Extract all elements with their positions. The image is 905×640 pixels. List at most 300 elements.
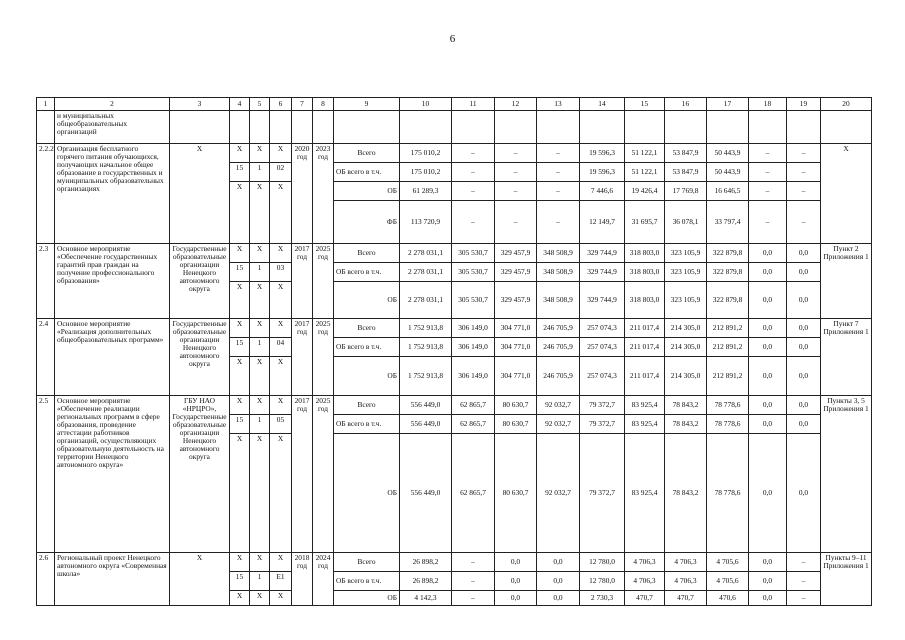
amount-cell: – [537, 201, 580, 244]
amount-cell: 50 443,9 [707, 144, 749, 163]
amount-cell: – [452, 553, 495, 572]
budget-code: Х [270, 591, 292, 606]
header-cell: 13 [537, 98, 580, 111]
table-row [37, 244, 872, 263]
amount-cell: 78 843,2 [665, 434, 707, 553]
amount-cell: 0,0 [749, 415, 787, 434]
funding-source: ОБ всего в т.ч. [334, 263, 400, 282]
amount-cell: 0,0 [749, 591, 787, 606]
end-year: 2025 год [313, 319, 334, 396]
header-cell: 5 [250, 98, 270, 111]
amount-cell: 26 898,2 [400, 572, 452, 591]
funding-source: ФБ [334, 201, 400, 244]
amount-cell: 4 705,6 [707, 572, 749, 591]
amount-cell: 304 771,0 [495, 357, 537, 396]
empty-cell [625, 111, 665, 144]
amount-cell: 17 769,8 [665, 182, 707, 201]
budget-code: Х [230, 396, 250, 415]
amount-cell: 78 843,2 [665, 415, 707, 434]
funding-source: ОБ [334, 434, 400, 553]
amount-cell: – [495, 201, 537, 244]
empty-cell [170, 111, 230, 144]
amount-cell: 62 865,7 [452, 434, 495, 553]
amount-cell: 0,0 [749, 338, 787, 357]
budget-code: Е1 [270, 572, 292, 591]
budget-code: Х [270, 319, 292, 338]
amount-cell: – [452, 201, 495, 244]
budget-code: Х [250, 396, 270, 415]
amount-cell: 214 305,0 [665, 338, 707, 357]
empty-cell [821, 111, 872, 144]
amount-cell: 322 879,8 [707, 263, 749, 282]
activity-name: и муниципальных общеобразовательных организаций [55, 111, 170, 144]
amount-cell: 7 446,6 [580, 182, 625, 201]
amount-cell: 257 074,3 [580, 338, 625, 357]
amount-cell: 51 122,1 [625, 163, 665, 182]
amount-cell: 305 530,7 [452, 244, 495, 263]
amount-cell: 306 149,0 [452, 319, 495, 338]
empty-cell [270, 111, 292, 144]
amount-cell: 1 752 913,8 [400, 357, 452, 396]
amount-cell: 113 720,9 [400, 201, 452, 244]
amount-cell: – [452, 144, 495, 163]
empty-cell [495, 111, 537, 144]
amount-cell: 79 372,7 [580, 396, 625, 415]
responsible-executor: ГБУ НАО «НРЦРО», Государственные образовательные организации Ненецкого автономного округа [170, 396, 230, 553]
amount-cell: 0,0 [495, 553, 537, 572]
amount-cell: – [749, 144, 787, 163]
budget-code: Х [230, 182, 250, 244]
amount-cell: 53 847,9 [665, 144, 707, 163]
amount-cell: 0,0 [787, 396, 821, 415]
empty-cell [707, 111, 749, 144]
amount-cell: 19 426,4 [625, 182, 665, 201]
amount-cell: 4 706,3 [625, 572, 665, 591]
amount-cell: – [537, 144, 580, 163]
budget-code: 02 [270, 163, 292, 182]
amount-cell: 78 778,6 [707, 396, 749, 415]
amount-cell: 556 449,0 [400, 415, 452, 434]
amount-cell: 322 879,8 [707, 282, 749, 319]
amount-cell: 318 803,0 [625, 263, 665, 282]
amount-cell: 31 695,7 [625, 201, 665, 244]
amount-cell: 323 105,9 [665, 244, 707, 263]
amount-cell: – [495, 163, 537, 182]
amount-cell: 0,0 [787, 282, 821, 319]
amount-cell: – [787, 182, 821, 201]
amount-cell: – [452, 182, 495, 201]
amount-cell: 212 891,2 [707, 338, 749, 357]
table-row [37, 396, 872, 415]
amount-cell: 212 891,2 [707, 319, 749, 338]
amount-cell: 348 508,9 [537, 244, 580, 263]
amount-cell: – [749, 182, 787, 201]
amount-cell: 318 803,0 [625, 244, 665, 263]
amount-cell: 0,0 [495, 572, 537, 591]
amount-cell: 0,0 [749, 244, 787, 263]
amount-cell: – [787, 144, 821, 163]
amount-cell: 246 705,9 [537, 338, 580, 357]
budget-table [36, 97, 872, 606]
amount-cell: 323 105,9 [665, 263, 707, 282]
amount-cell: 79 372,7 [580, 434, 625, 553]
amount-cell: 0,0 [749, 319, 787, 338]
budget-code: Х [250, 434, 270, 553]
amount-cell: 0,0 [749, 396, 787, 415]
amount-cell: 211 017,4 [625, 338, 665, 357]
budget-code: Х [230, 319, 250, 338]
amount-cell: 323 105,9 [665, 282, 707, 319]
budget-code: 15 [230, 572, 250, 591]
amount-cell: 80 630,7 [495, 396, 537, 415]
amount-cell: – [749, 163, 787, 182]
amount-cell: 80 630,7 [495, 415, 537, 434]
amount-cell: 78 778,6 [707, 434, 749, 553]
empty-cell [537, 111, 580, 144]
budget-code: Х [230, 591, 250, 606]
amount-cell: 211 017,4 [625, 319, 665, 338]
target-indicator: Пункт 7 Приложения 1 [821, 319, 872, 396]
target-indicator: Х [821, 144, 872, 244]
amount-cell: 50 443,9 [707, 163, 749, 182]
amount-cell: 19 596,3 [580, 163, 625, 182]
empty-cell [580, 111, 625, 144]
amount-cell: 318 803,0 [625, 282, 665, 319]
amount-cell: 78 778,6 [707, 415, 749, 434]
amount-cell: 0,0 [787, 357, 821, 396]
budget-code: Х [270, 182, 292, 244]
header-cell: 19 [787, 98, 821, 111]
amount-cell: 0,0 [787, 415, 821, 434]
budget-code: Х [270, 244, 292, 263]
budget-code: Х [230, 434, 250, 553]
amount-cell: 304 771,0 [495, 338, 537, 357]
amount-cell: 329 744,9 [580, 282, 625, 319]
start-year: 2017 год [292, 396, 313, 553]
end-year: 2025 год [313, 396, 334, 553]
amount-cell: 79 372,7 [580, 415, 625, 434]
amount-cell: 175 010,2 [400, 163, 452, 182]
amount-cell: 306 149,0 [452, 338, 495, 357]
amount-cell: 329 457,9 [495, 263, 537, 282]
amount-cell: 329 457,9 [495, 282, 537, 319]
header-cell: 12 [495, 98, 537, 111]
budget-code: Х [250, 319, 270, 338]
amount-cell: 214 305,0 [665, 357, 707, 396]
budget-code: Х [250, 553, 270, 572]
funding-source: ОБ [334, 282, 400, 319]
amount-cell: – [749, 201, 787, 244]
amount-cell: 78 843,2 [665, 396, 707, 415]
responsible-executor: Государственные образовательные организации Ненецкого автономного округа [170, 244, 230, 319]
amount-cell: 556 449,0 [400, 434, 452, 553]
activity-name: Региональный проект Ненецкого автономного округа «Современная школа» [55, 553, 170, 606]
amount-cell: 257 074,3 [580, 319, 625, 338]
amount-cell: 0,0 [787, 338, 821, 357]
empty-cell [313, 111, 334, 144]
header-cell: 9 [334, 98, 400, 111]
budget-code: Х [250, 282, 270, 319]
amount-cell: – [537, 163, 580, 182]
amount-cell: 175 010,2 [400, 144, 452, 163]
empty-cell [787, 111, 821, 144]
amount-cell: – [495, 144, 537, 163]
continuation-row [37, 111, 872, 144]
funding-source: ОБ [334, 182, 400, 201]
amount-cell: – [452, 163, 495, 182]
amount-cell: 19 596,3 [580, 144, 625, 163]
amount-cell: 1 752 913,8 [400, 338, 452, 357]
responsible-executor: Х [170, 553, 230, 606]
amount-cell: 0,0 [787, 434, 821, 553]
amount-cell: 0,0 [749, 263, 787, 282]
amount-cell: 2 278 031,1 [400, 244, 452, 263]
empty-cell [452, 111, 495, 144]
target-indicator: Пункт 2 Приложения 1 [821, 244, 872, 319]
budget-code: 1 [250, 163, 270, 182]
amount-cell: 92 032,7 [537, 415, 580, 434]
budget-code: 15 [230, 338, 250, 357]
amount-cell: 0,0 [749, 434, 787, 553]
amount-cell: 4 706,3 [665, 572, 707, 591]
header-cell: 1 [37, 98, 55, 111]
budget-code: Х [250, 182, 270, 244]
amount-cell: 4 706,3 [625, 553, 665, 572]
empty-cell [400, 111, 452, 144]
amount-cell: 16 646,5 [707, 182, 749, 201]
row-number: 2.4 [37, 319, 55, 396]
amount-cell: 211 017,4 [625, 357, 665, 396]
amount-cell: – [452, 591, 495, 606]
responsible-executor: Х [170, 144, 230, 244]
amount-cell: 0,0 [749, 282, 787, 319]
header-cell: 15 [625, 98, 665, 111]
budget-code: 1 [250, 572, 270, 591]
table-row [37, 144, 872, 163]
start-year: 2018 год [292, 553, 313, 606]
amount-cell: 470,7 [665, 591, 707, 606]
header-cell: 20 [821, 98, 872, 111]
amount-cell: 0,0 [787, 244, 821, 263]
budget-code: Х [250, 244, 270, 263]
activity-name: Организация бесплатного горячего питания обучающихся, получающих начальное общее образование в государственных и муниципальных образовательных организациях [55, 144, 170, 244]
header-cell: 7 [292, 98, 313, 111]
budget-code: Х [270, 396, 292, 415]
budget-code: Х [230, 282, 250, 319]
amount-cell: 329 457,9 [495, 244, 537, 263]
amount-cell: 470,7 [625, 591, 665, 606]
amount-cell: 80 630,7 [495, 434, 537, 553]
budget-code: Х [230, 244, 250, 263]
end-year: 2025 год [313, 244, 334, 319]
amount-cell: – [537, 182, 580, 201]
amount-cell: 62 865,7 [452, 415, 495, 434]
amount-cell: 0,0 [749, 572, 787, 591]
funding-source: Всего [334, 319, 400, 338]
amount-cell: 12 149,7 [580, 201, 625, 244]
amount-cell: 2 278 031,1 [400, 263, 452, 282]
row-number: 2.2.2 [37, 144, 55, 244]
amount-cell: – [452, 572, 495, 591]
header-cell: 3 [170, 98, 230, 111]
budget-code: Х [270, 553, 292, 572]
row-number [37, 111, 55, 144]
amount-cell: 83 925,4 [625, 434, 665, 553]
funding-source: Всего [334, 244, 400, 263]
amount-cell: 556 449,0 [400, 396, 452, 415]
amount-cell: 53 847,9 [665, 163, 707, 182]
amount-cell: 305 530,7 [452, 263, 495, 282]
amount-cell: 0,0 [537, 553, 580, 572]
activity-name: Основное мероприятие «Обеспечение реализации региональных программ в сфере образования, проведение аттестации работников организаций, осуществляющих образовательную деятельность на территории Ненецкого автономного округа» [55, 396, 170, 553]
amount-cell: 1 752 913,8 [400, 319, 452, 338]
amount-cell: 83 925,4 [625, 396, 665, 415]
budget-code: 15 [230, 163, 250, 182]
amount-cell: 246 705,9 [537, 319, 580, 338]
target-indicator: Пункты 3, 5 Приложения 1 [821, 396, 872, 553]
amount-cell: 0,0 [537, 572, 580, 591]
header-cell: 2 [55, 98, 170, 111]
budget-code: 03 [270, 263, 292, 282]
end-year: 2023 год [313, 144, 334, 244]
amount-cell: 2 730,3 [580, 591, 625, 606]
amount-cell: 0,0 [749, 357, 787, 396]
amount-cell: 0,0 [749, 553, 787, 572]
amount-cell: 329 744,9 [580, 263, 625, 282]
amount-cell: 0,0 [787, 319, 821, 338]
amount-cell: 257 074,3 [580, 357, 625, 396]
funding-source: ОБ [334, 357, 400, 396]
page-number: 6 [449, 33, 456, 45]
amount-cell: 348 508,9 [537, 282, 580, 319]
table-row [37, 319, 872, 338]
amount-cell: 305 530,7 [452, 282, 495, 319]
amount-cell: 12 780,0 [580, 553, 625, 572]
funding-source: Всего [334, 396, 400, 415]
target-indicator: Пункты 9–11 Приложения 1 [821, 553, 872, 606]
header-cell: 18 [749, 98, 787, 111]
budget-code: 15 [230, 415, 250, 434]
amount-cell: 92 032,7 [537, 434, 580, 553]
header-cell: 11 [452, 98, 495, 111]
amount-cell: – [787, 201, 821, 244]
funding-source: ОБ всего в т.ч. [334, 338, 400, 357]
empty-cell [665, 111, 707, 144]
budget-code: Х [270, 282, 292, 319]
end-year: 2024 год [313, 553, 334, 606]
activity-name: Основное мероприятие «Реализация дополнительных общеобразовательных программ» [55, 319, 170, 396]
header-cell: 16 [665, 98, 707, 111]
budget-code: 1 [250, 263, 270, 282]
start-year: 2017 год [292, 244, 313, 319]
amount-cell: 51 122,1 [625, 144, 665, 163]
budget-code: Х [250, 591, 270, 606]
amount-cell: 348 508,9 [537, 263, 580, 282]
amount-cell: 2 278 031,1 [400, 282, 452, 319]
empty-cell [230, 111, 250, 144]
header-row [37, 98, 872, 111]
amount-cell: 33 797,4 [707, 201, 749, 244]
amount-cell: 0,0 [495, 591, 537, 606]
budget-code: Х [230, 553, 250, 572]
amount-cell: 4 142,3 [400, 591, 452, 606]
amount-cell: 0,0 [537, 591, 580, 606]
budget-code: 1 [250, 338, 270, 357]
budget-code: 04 [270, 338, 292, 357]
header-cell: 14 [580, 98, 625, 111]
amount-cell: 322 879,8 [707, 244, 749, 263]
empty-cell [292, 111, 313, 144]
amount-cell: 62 865,7 [452, 396, 495, 415]
budget-code: 15 [230, 263, 250, 282]
activity-name: Основное мероприятие «Обеспечение государственных гарантий прав граждан на получение профессионального образования» [55, 244, 170, 319]
row-number: 2.6 [37, 553, 55, 606]
empty-cell [250, 111, 270, 144]
budget-code: Х [250, 357, 270, 396]
amount-cell: – [787, 553, 821, 572]
header-cell: 8 [313, 98, 334, 111]
amount-cell: 36 078,1 [665, 201, 707, 244]
funding-source: ОБ всего в т.ч. [334, 415, 400, 434]
table-row [37, 553, 872, 572]
amount-cell: 4 705,6 [707, 553, 749, 572]
amount-cell: 306 149,0 [452, 357, 495, 396]
start-year: 2017 год [292, 319, 313, 396]
funding-source: Всего [334, 144, 400, 163]
funding-source: ОБ [334, 591, 400, 606]
funding-source: Всего [334, 553, 400, 572]
budget-code: Х [230, 144, 250, 163]
amount-cell: 470,6 [707, 591, 749, 606]
header-cell: 4 [230, 98, 250, 111]
header-cell: 10 [400, 98, 452, 111]
amount-cell: 214 305,0 [665, 319, 707, 338]
header-cell: 6 [270, 98, 292, 111]
budget-code: Х [250, 144, 270, 163]
funding-source: ОБ всего в т.ч. [334, 163, 400, 182]
budget-code: 05 [270, 415, 292, 434]
budget-code: Х [270, 357, 292, 396]
amount-cell: – [495, 182, 537, 201]
amount-cell: – [787, 572, 821, 591]
amount-cell: 12 780,0 [580, 572, 625, 591]
amount-cell: 61 289,3 [400, 182, 452, 201]
amount-cell: 246 705,9 [537, 357, 580, 396]
row-number: 2.5 [37, 396, 55, 553]
amount-cell: 212 891,2 [707, 357, 749, 396]
responsible-executor: Государственные образовательные организации Ненецкого автономного округа [170, 319, 230, 396]
amount-cell: 304 771,0 [495, 319, 537, 338]
start-year: 2020 год [292, 144, 313, 244]
budget-code: Х [270, 144, 292, 163]
amount-cell: 83 925,4 [625, 415, 665, 434]
empty-cell [749, 111, 787, 144]
empty-cell [334, 111, 400, 144]
row-number: 2.3 [37, 244, 55, 319]
header-cell: 17 [707, 98, 749, 111]
amount-cell: 26 898,2 [400, 553, 452, 572]
funding-source: ОБ всего в т.ч. [334, 572, 400, 591]
budget-code: Х [270, 434, 292, 553]
amount-cell: – [787, 591, 821, 606]
amount-cell: 4 706,3 [665, 553, 707, 572]
amount-cell: 92 032,7 [537, 396, 580, 415]
budget-code: 1 [250, 415, 270, 434]
amount-cell: – [787, 163, 821, 182]
amount-cell: 329 744,9 [580, 244, 625, 263]
budget-code: Х [230, 357, 250, 396]
amount-cell: 0,0 [787, 263, 821, 282]
